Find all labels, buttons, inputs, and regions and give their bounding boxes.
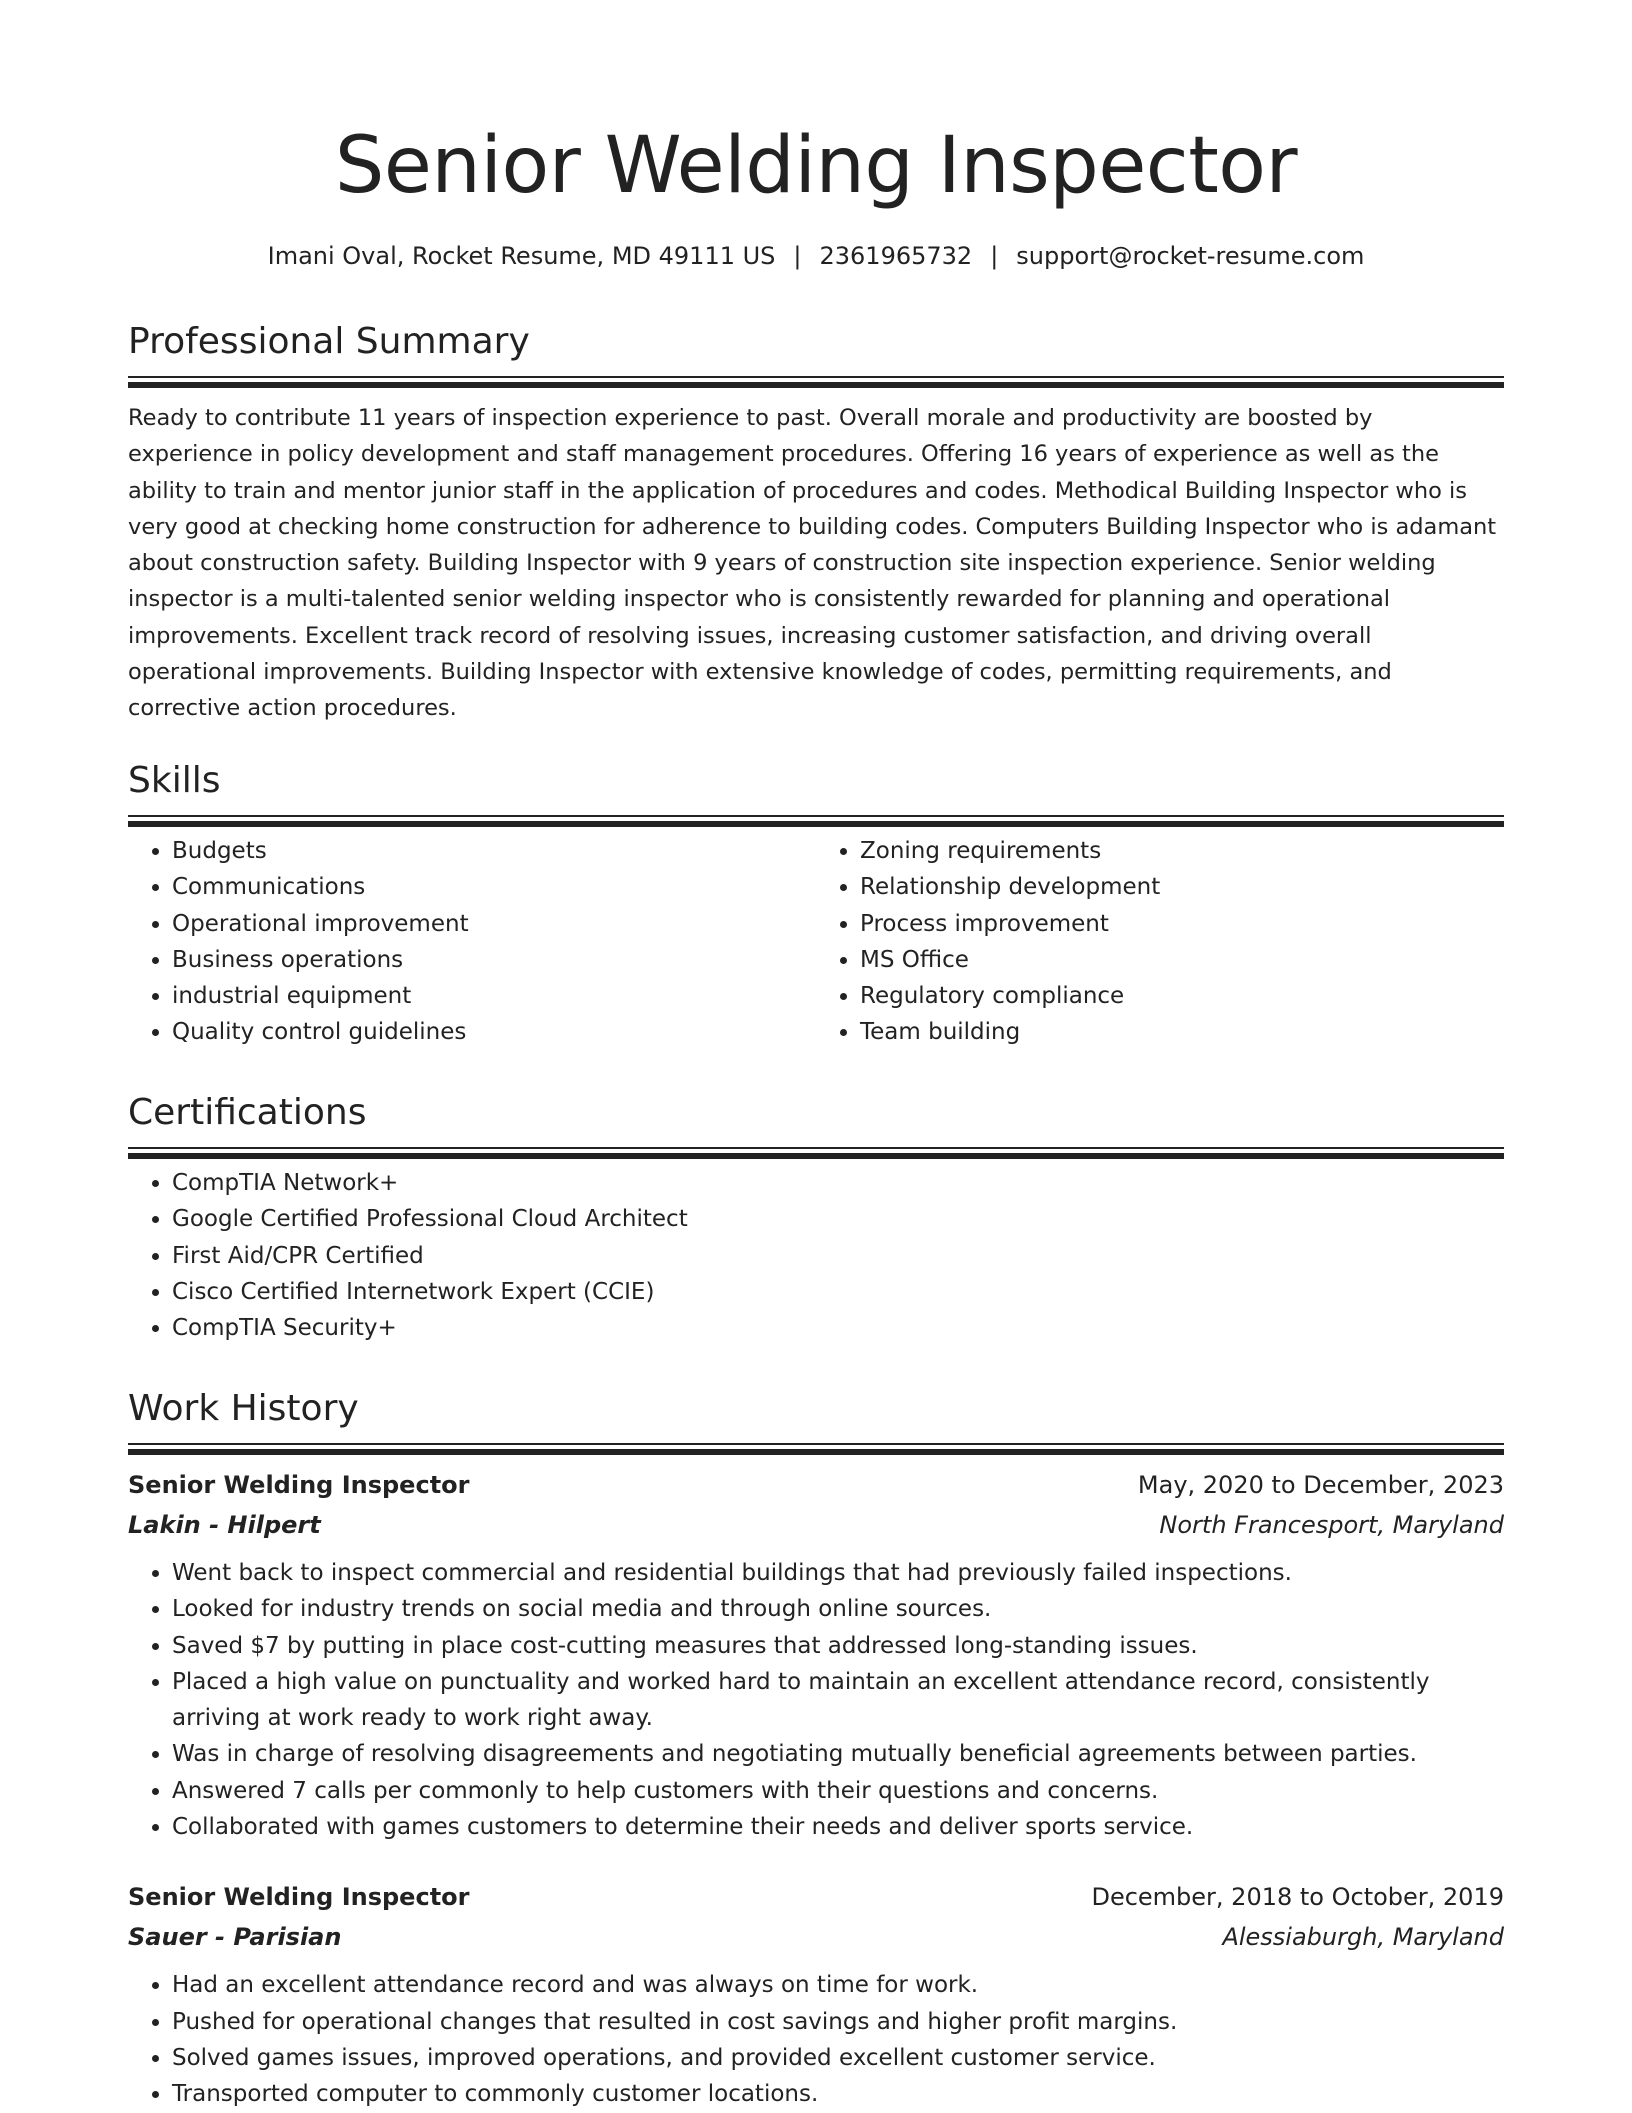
list-item: • Solved games issues, improved operations, and provided excellent customer service. <box>172 2040 1504 2076</box>
job-location: Alessiaburgh, Maryland <box>1222 1923 1504 1952</box>
job-dates: December, 2018 to October, 2019 <box>1091 1883 1504 1912</box>
list-item: • MS Office <box>860 942 1504 978</box>
job-entry <box>128 1877 1504 2112</box>
section-divider <box>128 1443 1504 1455</box>
contact-email[interactable]: support@rocket-resume.com <box>1016 242 1365 270</box>
job-dates: May, 2020 to December, 2023 <box>1137 1471 1504 1499</box>
list-item: • Team building <box>860 1014 1504 1050</box>
job-company: Lakin - Hilpert <box>128 1511 321 1539</box>
section-divider <box>128 815 1504 827</box>
job-subheader <box>128 1917 1504 1957</box>
job-header <box>128 1877 1504 1917</box>
list-item: • Was in charge of resolving disagreements and negotiating mutually beneficial agreements between parties. <box>172 1736 1504 1772</box>
skills-section <box>128 757 1504 1051</box>
section-divider <box>128 1147 1504 1159</box>
job-company: Sauer - Parisian <box>128 1923 342 1952</box>
resume-title: Senior Welding Inspector <box>334 121 1298 211</box>
job-bullets <box>128 1555 1504 1845</box>
list-item: • Had an excellent attendance record and was always on time for work. <box>172 1967 1504 2003</box>
job-title: Senior Welding Inspector <box>128 1471 470 1499</box>
skills-list-right <box>816 833 1504 1051</box>
list-item: • Pushed for operational changes that resulted in cost savings and higher profit margins. <box>172 2004 1504 2040</box>
job-subheader <box>128 1505 1504 1545</box>
list-item: • First Aid/CPR Certified <box>172 1238 1504 1274</box>
list-item: • Looked for industry trends on social media and through online sources. <box>172 1591 1504 1627</box>
job-entry <box>128 1465 1504 1845</box>
list-item: • industrial equipment <box>172 978 816 1014</box>
summary-section <box>128 318 1504 727</box>
list-item: • CompTIA Security+ <box>172 1310 1504 1346</box>
list-item: • Transported computer to commonly customer locations. <box>172 2076 1504 2112</box>
summary-text: Ready to contribute 11 years of inspection experience to past. Overall morale and productivity are boosted by experience in policy development and staff management procedures. Offering 16 years of experience as well as the ability to train and mentor junior staff in the application of procedures and codes. Methodical Building Inspector who is very good at checking home construction for adherence to building codes. Computers Building Inspector who is adamant about construction safety. Building Inspector with 9 years of construction site inspection experience. Senior welding inspector is a multi-talented senior welding inspector who is consistently rewarded for planning and operational improvements. Excellent track record of resolving issues, increasing customer satisfaction, and driving overall operational improvements. Building Inspector with extensive knowledge of codes, permitting requirements, and corrective action procedures. <box>128 405 1497 722</box>
certifications-section <box>128 1089 1504 1346</box>
list-item: • Budgets <box>172 833 816 869</box>
list-item: • Process improvement <box>860 906 1504 942</box>
list-item: • Quality control guidelines <box>172 1014 816 1050</box>
certifications-list <box>128 1165 1504 1346</box>
list-item: • Regulatory compliance <box>860 978 1504 1014</box>
list-item: • Relationship development <box>860 869 1504 905</box>
contact-address: Imani Oval, Rocket Resume, MD 49111 US <box>267 242 776 270</box>
work-section <box>128 1385 1504 2113</box>
list-item: • Placed a high value on punctuality and worked hard to maintain an excellent attendance record, consistently arriving at work ready to work right away. <box>172 1664 1504 1737</box>
list-item: • Operational improvement <box>172 906 816 942</box>
list-item: • CompTIA Network+ <box>172 1165 1504 1201</box>
list-item: • Answered 7 calls per commonly to help customers with their questions and concerns. <box>172 1773 1504 1809</box>
list-item: • Went back to inspect commercial and residential buildings that had previously failed inspections. <box>172 1555 1504 1591</box>
list-item: • Collaborated with games customers to determine their needs and deliver sports service. <box>172 1809 1504 1845</box>
list-item: • Cisco Certified Internetwork Expert (CCIE) <box>172 1274 1504 1310</box>
contact-separator: | <box>990 242 999 270</box>
job-header <box>128 1465 1504 1505</box>
section-divider <box>128 376 1504 388</box>
skills-list-left <box>128 833 816 1051</box>
list-item: • Google Certified Professional Cloud Architect <box>172 1201 1504 1237</box>
job-bullets <box>128 1967 1504 2112</box>
skills-heading: Skills <box>128 760 221 801</box>
job-location: North Francesport, Maryland <box>1159 1511 1504 1539</box>
list-item: • Business operations <box>172 942 816 978</box>
list-item: • Zoning requirements <box>860 833 1504 869</box>
certifications-heading: Certifications <box>128 1092 367 1133</box>
summary-heading: Professional Summary <box>128 321 530 362</box>
job-title: Senior Welding Inspector <box>128 1883 470 1912</box>
list-item: • Saved $7 by putting in place cost-cutting measures that addressed long-standing issues. <box>172 1628 1504 1664</box>
contact-phone: 2361965732 <box>819 242 973 270</box>
contact-separator: | <box>793 242 802 270</box>
skills-columns <box>128 833 1504 1051</box>
list-item: • Communications <box>172 869 816 905</box>
contact-line <box>128 238 1504 274</box>
work-heading: Work History <box>128 1388 359 1429</box>
